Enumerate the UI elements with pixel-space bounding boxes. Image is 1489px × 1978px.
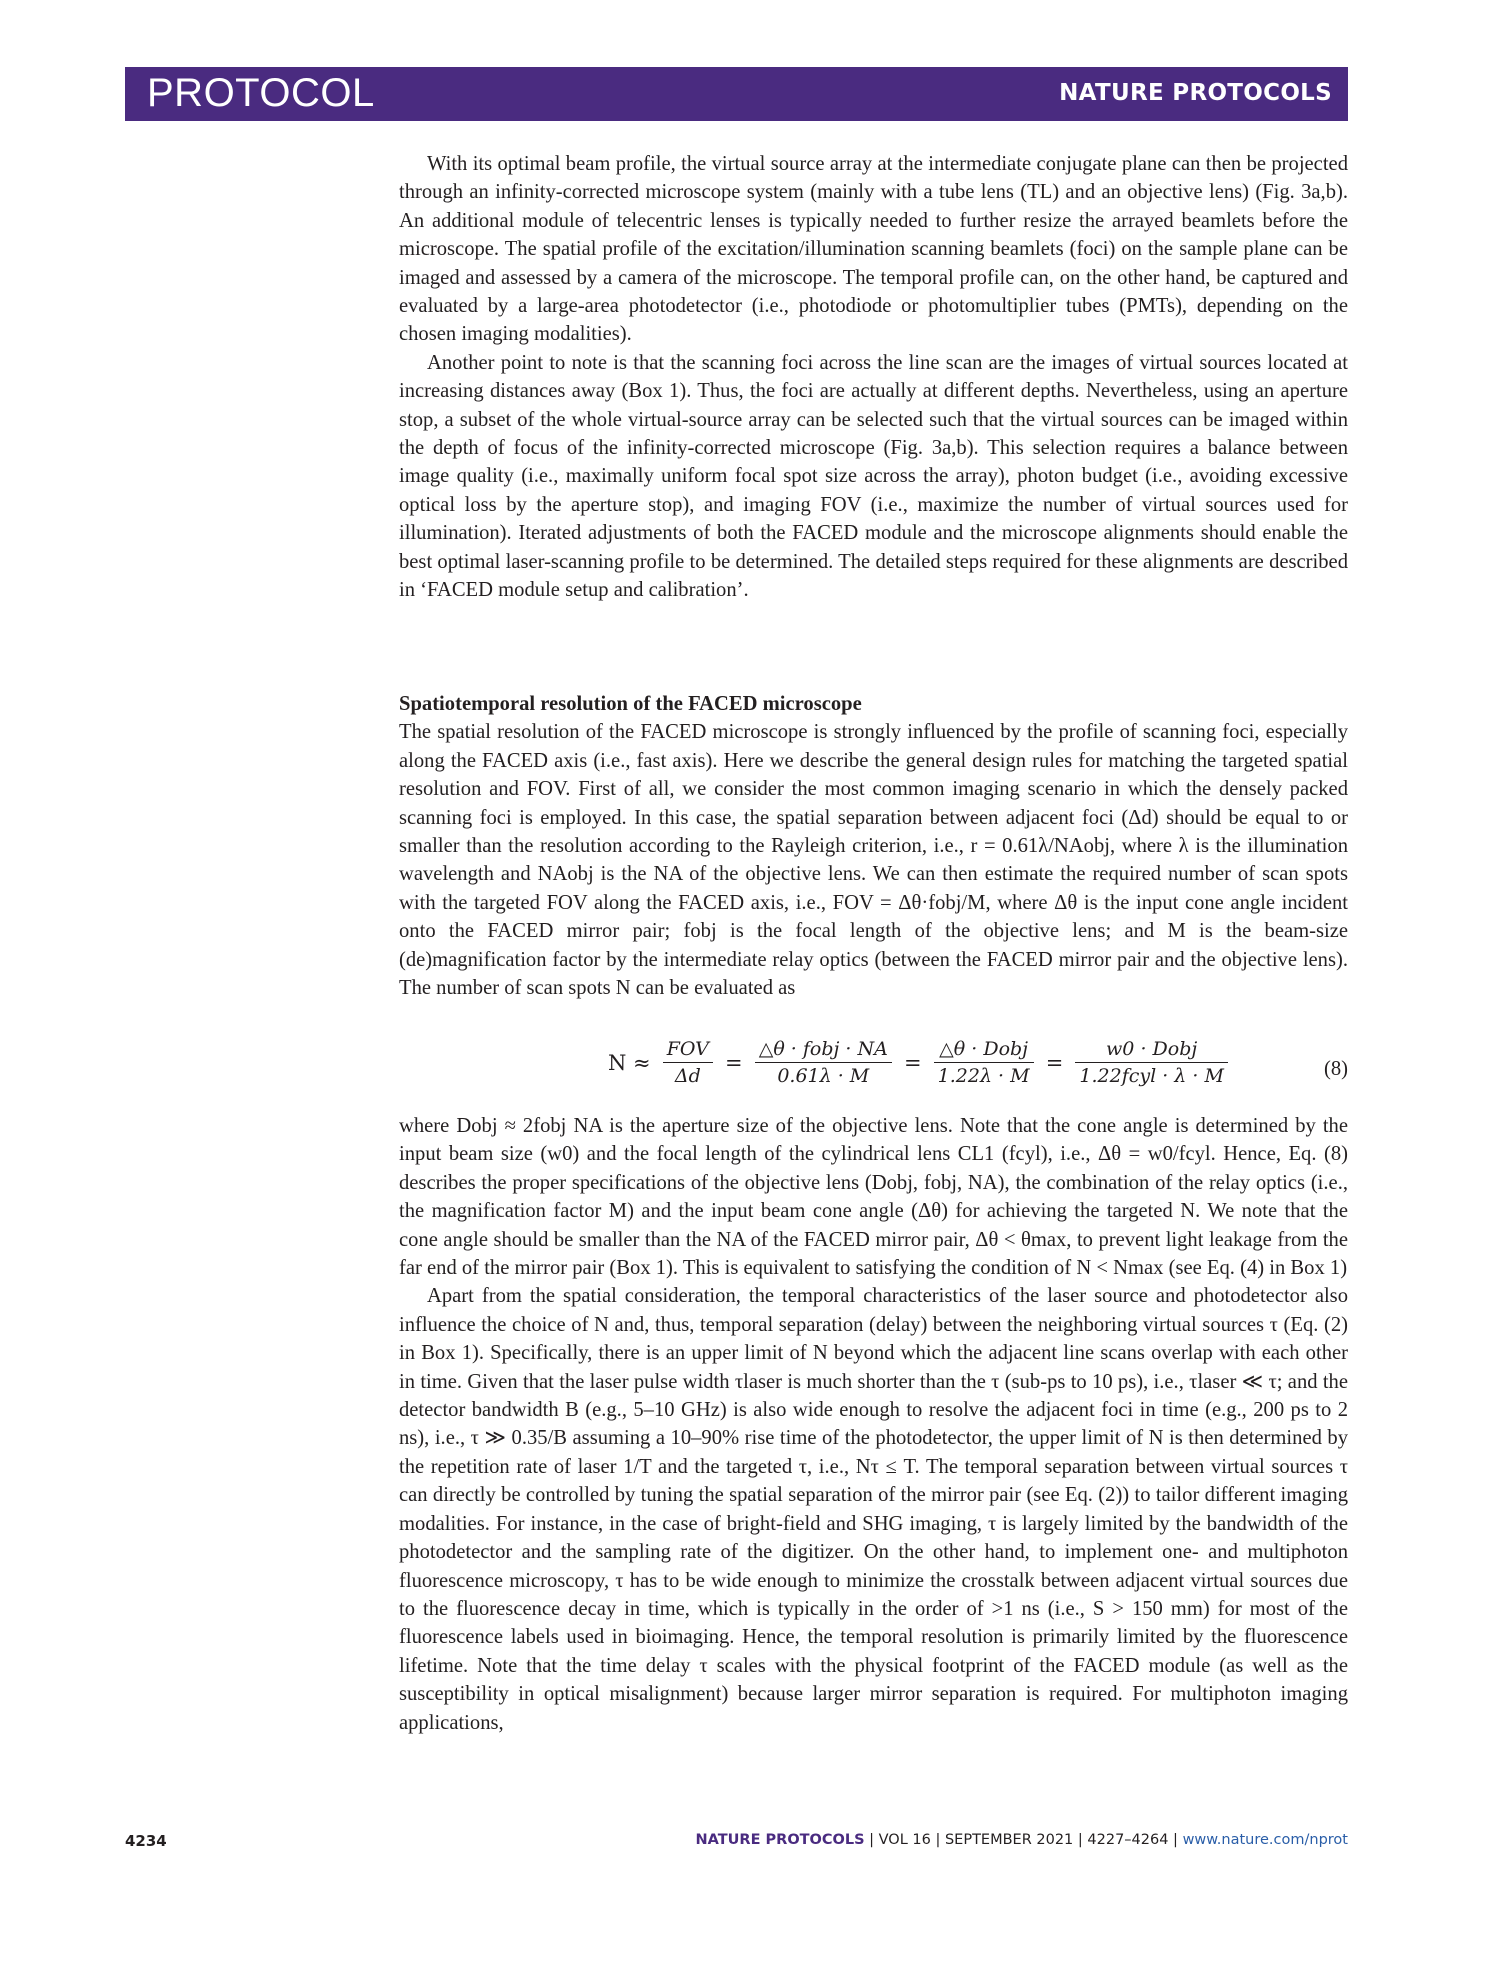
fraction-1-denominator: Δd (674, 1065, 701, 1087)
equation-lhs: N ≈ (608, 1050, 651, 1075)
body-column-top (399, 150, 1348, 605)
fraction-2-denominator: 0.61λ · M (777, 1065, 870, 1087)
equals-sign: = (903, 1050, 922, 1075)
paragraph-3: The spatial resolution of the FACED microscope is strongly influenced by the profile of scanning foci, especially along the FACED axis (i.e., fast axis). Here we describe the general design rules for matching the targeted spatial resolution and FOV. First of all, we consider the most common imaging scenario in which the densely packed scanning foci is employed. In this case, the spatial separation between adjacent foci (Δd) should be equal to or smaller than the resolution according to the Rayleigh criterion, i.e., r = 0.61λ/NAobj, where λ is the illumination wavelength and NAobj is the NA of the objective lens. We can then estimate the required number of scan spots with the targeted FOV along the FACED axis, i.e., FOV = Δθ·fobj/M, where Δθ is the input cone angle incident onto the FACED mirror pair; fobj is the focal length of the objective lens; and M is the beam-size (de)magnification factor by the intermediate relay optics (between the FACED mirror pair and the objective lens). The number of scan spots N can be evaluated as (399, 721, 1348, 1000)
footer-volume: | VOL 16 | SEPTEMBER 2021 | 4227–4264 | (864, 1832, 1183, 1848)
footer-journal: NATURE PROTOCOLS (695, 1832, 865, 1848)
header-bar (125, 67, 1348, 121)
fraction-3 (934, 1036, 1034, 1089)
equation-body (605, 1036, 1232, 1089)
fraction-1 (663, 1036, 713, 1089)
equals-sign: = (1045, 1050, 1064, 1075)
paragraph-1: With its optimal beam profile, the virtual source array at the intermediate conjugate plane can then be projected through an infinity-corrected microscope system (mainly with a tube lens (TL) and an objective lens) (Fig. 3a,b). An additional module of telecentric lenses is typically needed to further resize the arrayed beamlets before the microscope. The spatial profile of the excitation/illumination scanning beamlets (foci) on the sample plane can be imaged and assessed by a camera of the microscope. The temporal profile can, on the other hand, be captured and evaluated by a large-area photodetector (i.e., photodiode or photomultiplier tubes (PMTs), depending on the chosen imaging modalities). (399, 153, 1348, 346)
section-label: PROTOCOL (147, 71, 375, 115)
equals-sign: = (725, 1050, 743, 1075)
equation-8 (399, 1036, 1348, 1100)
paragraph-2: Another point to note is that the scanning foci across the line scan are the images of virtual sources located at increasing distances away (Box 1). Thus, the foci are actually at different depths. Nevertheless, using an aperture stop, a subset of the whole virtual-source array can be selected such that the virtual sources can be imaged within the depth of focus of the infinity-corrected microscope (Fig. 3a,b). This selection requires a balance between image quality (i.e., maximally uniform focal spot size across the array), photon budget (i.e., avoiding excessive optical loss by the aperture stop), and imaging FOV (i.e., maximize the number of virtual sources used for illumination). Iterated adjustments of both the FACED module and the microscope alignments should enable the best optimal laser-scanning profile to be determined. The detailed steps required for these alignments are described in ‘FACED module setup and calibration’. (399, 351, 1348, 602)
paragraph-5: Apart from the spatial consideration, the temporal characteristics of the laser source and photodetector also influence the choice of N and, thus, temporal separation (delay) between the neighboring virtual sources τ (Eq. (2) in Box 1). Specifically, there is an upper limit of N beyond which the adjacent line scans overlap with each other in time. Given that the laser pulse width τlaser is much shorter than the τ (sub-ps to 10 ps), i.e., τlaser ≪ τ; and the detector bandwidth B (e.g., 5–10 GHz) is also wide enough to resolve the adjacent foci in time (e.g., 200 ps to 2 ns), i.e., τ ≫ 0.35/B assuming a 10–90% rise time of the photodetector, the upper limit of N is then determined by the repetition rate of laser 1/T and the targeted τ, i.e., Nτ ≤ T. The temporal separation between virtual sources τ can directly be controlled by tuning the spatial separation of the mirror pair (see Eq. (2)) to tailor different imaging modalities. For instance, in the case of bright-field and SHG imaging, τ is largely limited by the bandwidth of the photodetector and the sampling rate of the digitizer. On the other hand, to implement one- and multiphoton fluorescence microscopy, τ has to be wide enough to minimize the crosstalk between adjacent virtual sources due to the fluorescence decay in time, which is typically in the order of >1 ns (i.e., S > 150 mm) for most of the fluorescence labels used in bioimaging. Hence, the temporal resolution is primarily limited by the fluorescence lifetime. Note that the time delay τ scales with the physical footprint of the FACED module (as well as the susceptibility in optical misalignment) because larger mirror separation is required. For multiphoton imaging applications, (399, 1285, 1348, 1734)
footer-citation (696, 1832, 1348, 1848)
fraction-2-numerator: △θ · fobj · NA (755, 1036, 892, 1063)
body-column-bottom (399, 1112, 1348, 1737)
footer-url-link[interactable]: www.nature.com/nprot (1182, 1832, 1348, 1848)
body-column-section (399, 690, 1348, 1002)
journal-name: NATURE PROTOCOLS (1059, 80, 1332, 106)
fraction-4-denominator: 1.22fcyl · λ · M (1079, 1065, 1224, 1087)
fraction-3-numerator: △θ · Dobj (934, 1036, 1034, 1063)
fraction-2 (755, 1036, 892, 1089)
page-number: 4234 (125, 1832, 167, 1850)
section-heading: Spatiotemporal resolution of the FACED microscope (399, 693, 862, 715)
fraction-4 (1075, 1036, 1228, 1089)
paragraph-4: where Dobj ≈ 2fobj NA is the aperture size of the objective lens. Note that the cone angle is determined by the input beam size (w0) and the focal length of the cylindrical lens CL1 (fcyl), i.e., Δθ = w0/fcyl. Hence, Eq. (8) describes the proper specifications of the objective lens (Dobj, fobj, NA), the combination of the relay optics (i.e., the magnification factor M) and the input beam cone angle (Δθ) for achieving the targeted N. We note that the cone angle should be smaller than the NA of the FACED mirror pair, Δθ < θmax, to prevent light leakage from the far end of the mirror pair (Box 1). This is equivalent to satisfying the condition of N < Nmax (see Eq. (4) in Box 1) (399, 1115, 1348, 1280)
fraction-1-numerator: FOV (663, 1036, 713, 1063)
fraction-3-denominator: 1.22λ · M (937, 1065, 1030, 1087)
equation-number: (8) (1323, 1058, 1348, 1080)
fraction-4-numerator: w0 · Dobj (1075, 1036, 1228, 1063)
